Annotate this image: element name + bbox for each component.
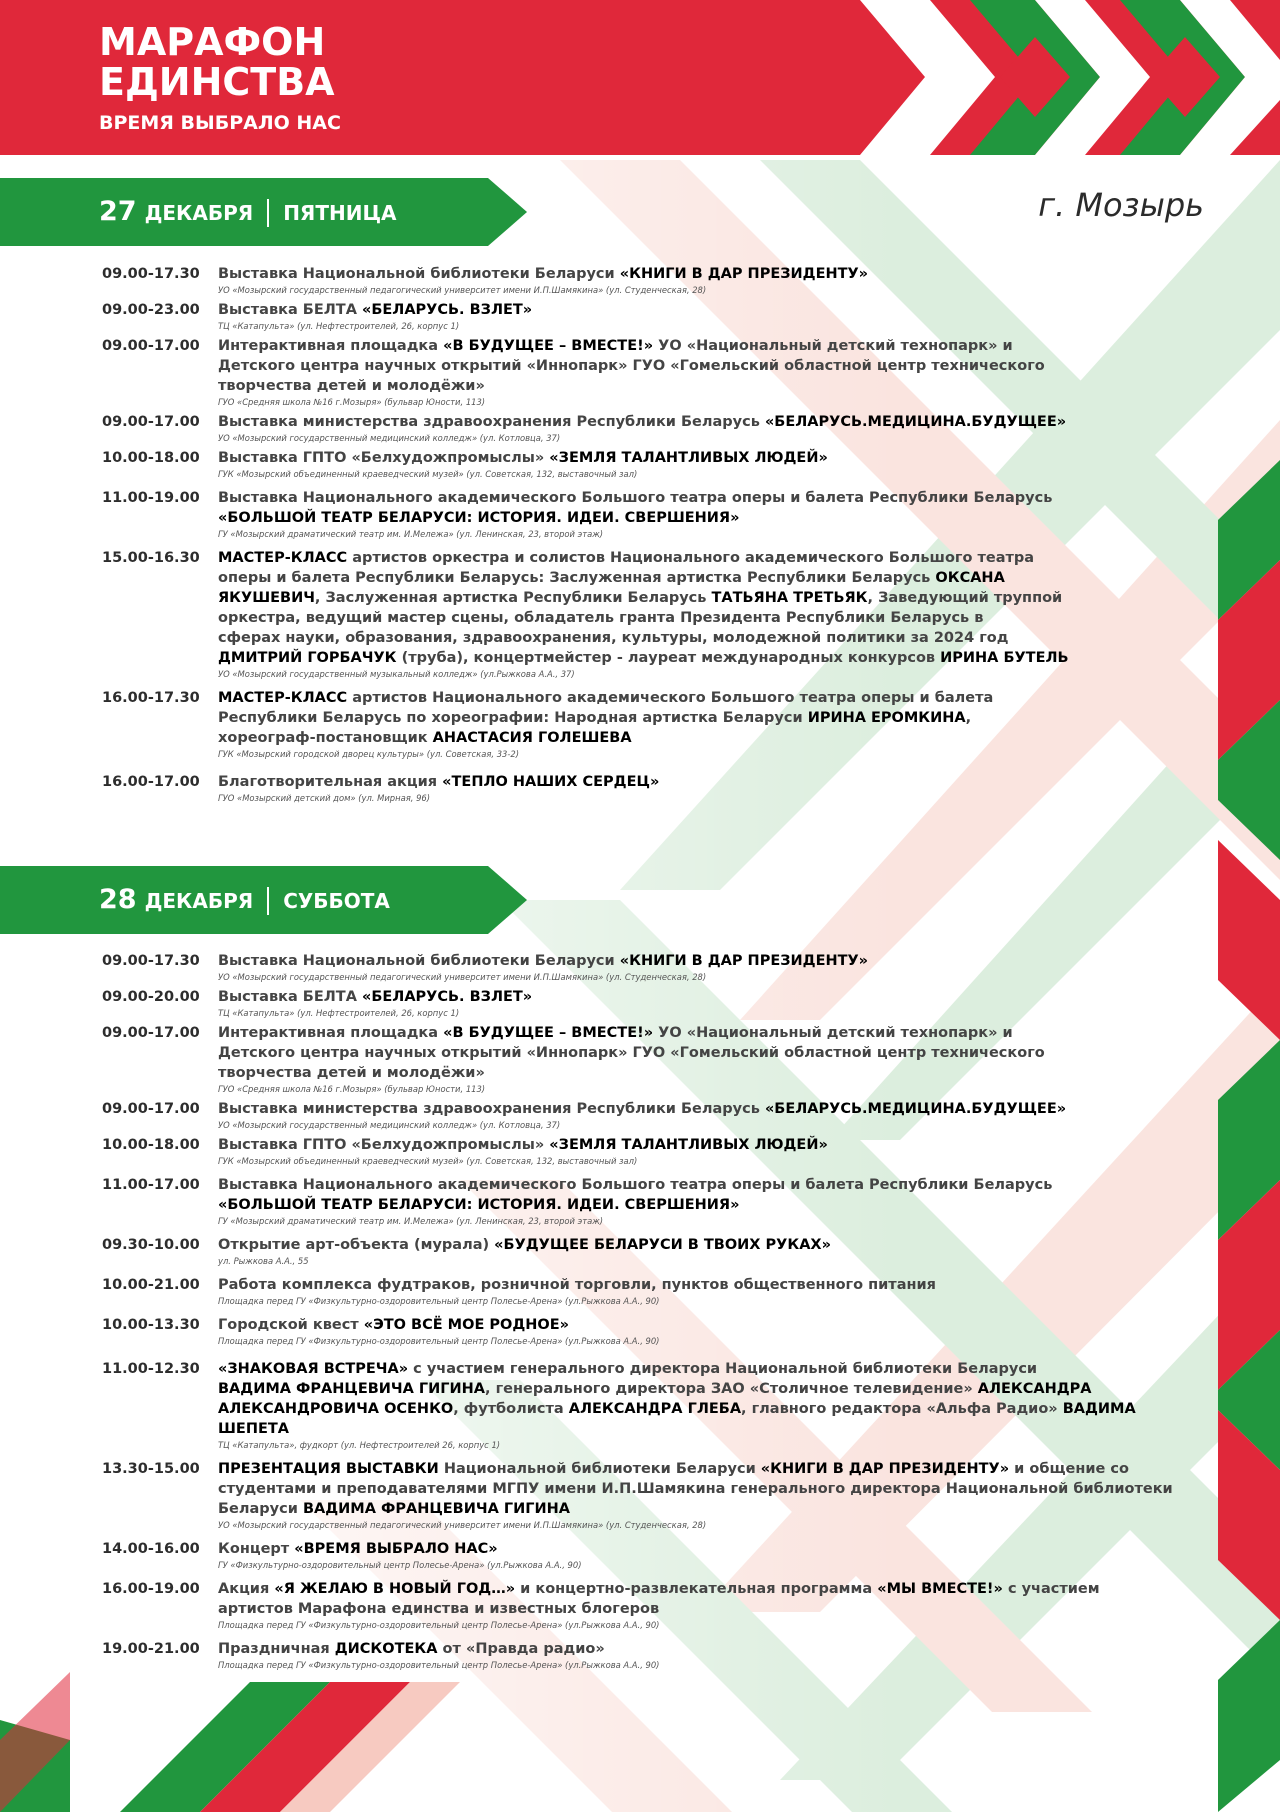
event-venue: ГУО «Средняя школа №16 г.Мозыря» (бульвар Юности, 113) (218, 397, 486, 407)
event-text: Выставка Национальной библиотеки Беларуси (218, 266, 620, 282)
event-description (218, 1099, 1192, 1119)
event-highlight: ВАДИМА ФРАНЦЕВИЧА ГИГИНА (302, 1501, 570, 1517)
event-highlight: ВАДИМА ФРАНЦЕВИЧА ГИГИНА (218, 1381, 486, 1397)
event-body (218, 1175, 1192, 1227)
event-text: артистов Марафона единства и известных блогеров (218, 1601, 660, 1617)
event-highlight: «КНИГИ В ДАР ПРЕЗИДЕНТУ» (760, 1461, 1010, 1477)
event-row (102, 264, 1192, 296)
event-description (218, 987, 1192, 1007)
event-text: , главного редактора «Альфа Радио» (741, 1401, 1063, 1417)
event-text: с участием генерального директора Национальной библиотеки Беларуси (408, 1361, 1038, 1377)
event-text: , (965, 710, 972, 726)
event-text: Интерактивная площадка (218, 338, 444, 354)
event-text: студентами и преподавателями МГПУ имени И.П.Шамякина генерального директора Национальной библиотеки (218, 1481, 1173, 1497)
event-highlight: АЛЕКСАНДРА (977, 1381, 1092, 1397)
event-description (218, 412, 1192, 432)
event-highlight: «ТЕПЛО НАШИХ СЕРДЕЦ» (442, 774, 660, 790)
event-body (218, 1275, 1192, 1307)
event-description (218, 1579, 1192, 1619)
event-highlight: «БЕЛАРУСЬ. ВЗЛЕТ» (361, 989, 533, 1005)
event-text: , футболиста (453, 1401, 569, 1417)
day-date: 28 (99, 884, 137, 915)
event-row (102, 1235, 1192, 1267)
event-text: творчества детей и молодёжи» (218, 1065, 485, 1081)
event-time: 10.00-18.00 (102, 1137, 200, 1153)
event-row (102, 1275, 1192, 1307)
city-label: г. Мозырь (1038, 186, 1204, 224)
event-highlight: «Я ЖЕЛАЮ В НОВЫЙ ГОД…» (274, 1581, 516, 1597)
event-venue: ГУ «Мозырский драматический театр им. И.Мележа» (ул. Ленинская, 23, второй этаж) (218, 529, 604, 539)
event-text: Выставка Национального академического Большого театра оперы и балета Республики Беларусь (218, 490, 1053, 506)
event-time: 09.00-17.30 (102, 953, 200, 969)
event-row (102, 1579, 1192, 1631)
event-body (218, 1023, 1192, 1095)
event-venue: УО «Мозырский государственный педагогический университет имени И.П.Шамякина» (ул. Студенческая, 28) (218, 972, 707, 982)
event-body (218, 1459, 1192, 1531)
event-description (218, 772, 1192, 792)
event-body (218, 1639, 1192, 1671)
event-description (218, 264, 1192, 284)
event-row (102, 688, 1192, 760)
event-venue: ГУ «Мозырский драматический театр им. И.Мележа» (ул. Ленинская, 23, второй этаж) (218, 1216, 604, 1226)
event-description (218, 1639, 1192, 1659)
day-separator (267, 887, 269, 915)
event-description (218, 1023, 1192, 1083)
event-time: 10.00-18.00 (102, 450, 200, 466)
event-text: Открытие арт-объекта (мурала) (218, 1237, 495, 1253)
event-description (218, 548, 1192, 668)
event-venue: ГУО «Средняя школа №16 г.Мозыря» (бульвар Юности, 113) (218, 1084, 486, 1094)
event-description (218, 300, 1192, 320)
header-woven-pattern (820, 0, 1280, 155)
event-venue: ГУК «Мозырский городской дворец культуры» (ул. Советская, 33-2) (218, 749, 519, 759)
event-description (218, 488, 1192, 528)
event-highlight: ЯКУШЕВИЧ (218, 590, 315, 606)
event-text: артистов оркестра и солистов Национального академического Большого театра (347, 550, 1035, 566)
event-highlight: «БОЛЬШОЙ ТЕАТР БЕЛАРУСИ: ИСТОРИЯ. ИДЕИ. СВЕРШЕНИЯ» (218, 1197, 740, 1213)
event-highlight: «В БУДУЩЕЕ – ВМЕСТЕ!» (443, 1025, 654, 1041)
day-header-text (99, 178, 396, 246)
event-body (218, 772, 1192, 804)
event-highlight: ИРИНА БУТЕЛЬ (940, 650, 1069, 666)
event-time: 09.00-17.00 (102, 1101, 200, 1117)
event-text: от «Правда радио» (437, 1641, 605, 1657)
event-body (218, 1315, 1192, 1347)
event-time: 10.00-13.30 (102, 1317, 200, 1333)
event-body (218, 1099, 1192, 1131)
event-highlight: «ЗЕМЛЯ ТАЛАНТЛИВЫХ ЛЮДЕЙ» (549, 1137, 828, 1153)
event-text: и концертно-развлекательная программа (515, 1581, 878, 1597)
day-separator (267, 199, 269, 227)
event-highlight: АНАСТАСИЯ ГОЛЕШЕВА (432, 730, 632, 746)
event-time: 16.00-19.00 (102, 1581, 200, 1597)
event-text: Выставка ГПТО «Белхудожпромыслы» (218, 1137, 550, 1153)
day-weekday: ПЯТНИЦА (283, 201, 397, 225)
event-venue: ГУК «Мозырский объединенный краеведческий музей» (ул. Советская, 132, выставочный зал) (218, 469, 638, 479)
event-venue: УО «Мозырский государственный медицинский колледж» (ул. Котловца, 37) (218, 1120, 561, 1130)
event-row (102, 1099, 1192, 1131)
day-header-1 (0, 866, 527, 934)
event-row (102, 1135, 1192, 1167)
event-highlight: «БОЛЬШОЙ ТЕАТР БЕЛАРУСИ: ИСТОРИЯ. ИДЕИ. СВЕРШЕНИЯ» (218, 510, 740, 526)
event-body (218, 336, 1192, 408)
event-venue: Площадка перед ГУ «Физкультурно-оздоровительный центр Полесье-Арена» (ул.Рыжкова А.А., 90) (218, 1296, 660, 1306)
event-text: сферах науки, образования, здравоохранения, культуры, молодежной политики за 2024 год (218, 630, 1009, 646)
brand-subtitle: ВРЕМЯ ВЫБРАЛО НАС (99, 112, 341, 134)
event-body (218, 300, 1192, 332)
event-text: Детского центра научных открытий «Иннопарк» ГУО «Гомельский областной центр технического (218, 358, 1045, 374)
header-banner (0, 0, 1280, 155)
event-row (102, 412, 1192, 444)
event-text: и общение со (1009, 1461, 1129, 1477)
event-time: 11.00-19.00 (102, 490, 200, 506)
event-highlight: «ВРЕМЯ ВЫБРАЛО НАС» (294, 1541, 498, 1557)
brand-title-line1: МАРАФОН (99, 20, 326, 64)
event-body (218, 548, 1192, 680)
event-time: 16.00-17.00 (102, 774, 200, 790)
event-text: Праздничная (218, 1641, 335, 1657)
event-time: 09.30-10.00 (102, 1237, 200, 1253)
event-row (102, 1639, 1192, 1671)
event-text: Беларуси (218, 1501, 303, 1517)
brand-logo (99, 22, 341, 134)
event-text: Работа комплекса фудтраков, розничной торговли, пунктов общественного питания (218, 1277, 936, 1293)
event-highlight: «МЫ ВМЕСТЕ!» (877, 1581, 1003, 1597)
event-text: УО «Национальный детский технопарк» и (653, 338, 1013, 354)
event-text: оркестра, ведущий мастер сцены, обладатель гранта Президента Республики Беларусь в (218, 610, 984, 626)
event-description (218, 336, 1192, 396)
event-row (102, 1175, 1192, 1227)
event-text: Детского центра научных открытий «Иннопарк» ГУО «Гомельский областной центр технического (218, 1045, 1045, 1061)
event-body (218, 951, 1192, 983)
event-venue: ТЦ «Катапульта» (ул. Нефтестроителей, 26, корпус 1) (218, 1008, 460, 1018)
event-text: , Заслуженная артистка Республики Беларусь (314, 590, 712, 606)
event-body (218, 1579, 1192, 1631)
event-description (218, 1235, 1192, 1255)
event-highlight: «В БУДУЩЕЕ – ВМЕСТЕ!» (443, 338, 654, 354)
event-venue: УО «Мозырский государственный музыкальный колледж» (ул.Рыжкова А.А., 37) (218, 669, 575, 679)
event-time: 11.00-12.30 (102, 1361, 200, 1377)
event-text: артистов Национального академического Большого театра оперы и балета (347, 690, 994, 706)
event-row (102, 1359, 1192, 1451)
event-time: 15.00-16.30 (102, 550, 200, 566)
event-highlight: «КНИГИ В ДАР ПРЕЗИДЕНТУ» (619, 266, 869, 282)
event-text: Выставка Национального академического Большого театра оперы и балета Республики Беларусь (218, 1177, 1053, 1193)
event-highlight: ИРИНА ЕРОМКИНА (807, 710, 966, 726)
event-venue: ГУО «Мозырский детский дом» (ул. Мирная, 96) (218, 793, 431, 803)
event-text: УО «Национальный детский технопарк» и (653, 1025, 1013, 1041)
event-time: 11.00-17.00 (102, 1177, 200, 1193)
event-description (218, 1135, 1192, 1155)
event-row (102, 1023, 1192, 1095)
event-venue: Площадка перед ГУ «Физкультурно-оздоровительный центр Полесье-Арена» (ул.Рыжкова А.А., 90) (218, 1620, 660, 1630)
events-list-day1 (102, 264, 1192, 810)
event-time: 09.00-17.00 (102, 414, 200, 430)
event-text: Национальной библиотеки Беларуси (438, 1461, 761, 1477)
event-time: 14.00-16.00 (102, 1541, 200, 1557)
event-time: 09.00-17.30 (102, 266, 200, 282)
event-row (102, 488, 1192, 540)
event-text: Благотворительная акция (218, 774, 443, 790)
event-highlight: АЛЕКСАНДРОВИЧА ОСЕНКО (218, 1401, 454, 1417)
event-time: 09.00-17.00 (102, 1025, 200, 1041)
event-venue: ТЦ «Катапульта», фудкорт (ул. Нефтестроителей 26, корпус 1) (218, 1440, 501, 1450)
event-highlight: МАСТЕР-КЛАСС (218, 690, 348, 706)
event-description (218, 1459, 1192, 1519)
event-time: 19.00-21.00 (102, 1641, 200, 1657)
event-body (218, 448, 1192, 480)
event-row (102, 548, 1192, 680)
event-time: 09.00-23.00 (102, 302, 200, 318)
event-time: 13.30-15.00 (102, 1461, 200, 1477)
event-row (102, 1459, 1192, 1531)
day-month: ДЕКАБРЯ (144, 889, 254, 913)
event-venue: УО «Мозырский государственный педагогический университет имени И.П.Шамякина» (ул. Студенческая, 28) (218, 1520, 707, 1530)
event-row (102, 987, 1192, 1019)
event-text: Выставка Национальной библиотеки Беларуси (218, 953, 620, 969)
event-description (218, 1539, 1192, 1559)
event-text: , Заведующий труппой (867, 590, 1063, 606)
event-highlight: ДМИТРИЙ ГОРБАЧУК (218, 650, 397, 666)
event-highlight: «БЕЛАРУСЬ.МЕДИЦИНА.БУДУЩЕЕ» (764, 414, 1067, 430)
event-highlight: ТАТЬЯНА ТРЕТЬЯК (711, 590, 868, 606)
event-body (218, 264, 1192, 296)
event-highlight: МАСТЕР-КЛАСС (218, 550, 348, 566)
event-description (218, 1275, 1192, 1295)
day-weekday: СУББОТА (283, 889, 390, 913)
event-body (218, 1359, 1192, 1451)
event-body (218, 412, 1192, 444)
day-date: 27 (99, 196, 137, 227)
event-venue: УО «Мозырский государственный педагогический университет имени И.П.Шамякина» (ул. Студенческая, 28) (218, 285, 707, 295)
event-row (102, 336, 1192, 408)
event-time: 16.00-17.30 (102, 690, 200, 706)
events-list-day2 (102, 951, 1192, 1677)
event-highlight: «ЗНАКОВАЯ ВСТРЕЧА» (218, 1361, 409, 1377)
event-text: Городской квест (218, 1317, 364, 1333)
event-highlight: «БУДУЩЕЕ БЕЛАРУСИ В ТВОИХ РУКАХ» (494, 1237, 831, 1253)
event-text: творчества детей и молодёжи» (218, 378, 485, 394)
event-row (102, 951, 1192, 983)
event-venue: ул. Рыжкова А.А., 55 (218, 1256, 309, 1266)
event-body (218, 488, 1192, 540)
event-text: Выставка БЕЛТА (218, 302, 362, 318)
event-text: с участием (1002, 1581, 1100, 1597)
event-text: Республики Беларусь по хореографии: Народная артистка Беларуси (218, 710, 808, 726)
event-text: Выставка министерства здравоохранения Республики Беларусь (218, 1101, 765, 1117)
event-body (218, 1135, 1192, 1167)
event-text: Выставка БЕЛТА (218, 989, 362, 1005)
brand-title-line2: ЕДИНСТВА (99, 60, 335, 104)
event-text: Концерт (218, 1541, 295, 1557)
day-header-text (99, 866, 390, 934)
event-highlight: ПРЕЗЕНТАЦИЯ ВЫСТАВКИ (218, 1461, 439, 1477)
event-venue: ТЦ «Катапульта» (ул. Нефтестроителей, 26, корпус 1) (218, 321, 460, 331)
event-highlight: ДИСКОТЕКА (334, 1641, 438, 1657)
event-text: оперы и балета Республики Беларусь: Заслуженная артистка Республики Беларусь (218, 570, 936, 586)
event-time: 09.00-17.00 (102, 338, 200, 354)
event-text: Акция (218, 1581, 275, 1597)
event-text: Интерактивная площадка (218, 1025, 444, 1041)
event-text: , генерального директора ЗАО «Столичное телевидение» (485, 1381, 978, 1397)
event-row (102, 1539, 1192, 1571)
event-text: Выставка министерства здравоохранения Республики Беларусь (218, 414, 765, 430)
event-text: Выставка ГПТО «Белхудожпромыслы» (218, 450, 550, 466)
event-venue: Площадка перед ГУ «Физкультурно-оздоровительный центр Полесье-Арена» (ул.Рыжкова А.А., 90) (218, 1336, 660, 1346)
event-text: (труба), концертмейстер - лауреат международных конкурсов (396, 650, 941, 666)
event-venue: ГУК «Мозырский объединенный краеведческий музей» (ул. Советская, 132, выставочный зал) (218, 1156, 638, 1166)
event-description (218, 688, 1192, 748)
event-description (218, 1175, 1192, 1215)
event-highlight: «ЭТО ВСЁ МОЕ РОДНОЕ» (363, 1317, 569, 1333)
event-text: хореограф-постановщик (218, 730, 433, 746)
day-header-0 (0, 178, 527, 246)
event-row (102, 448, 1192, 480)
event-body (218, 1539, 1192, 1571)
event-body (218, 1235, 1192, 1267)
event-description (218, 1315, 1192, 1335)
event-description (218, 448, 1192, 468)
event-highlight: АЛЕКСАНДРА ГЛЕБА (568, 1401, 742, 1417)
event-venue: Площадка перед ГУ «Физкультурно-оздоровительный центр Полесье-Арена» (ул.Рыжкова А.А., 90) (218, 1660, 660, 1670)
event-time: 10.00-21.00 (102, 1277, 200, 1293)
event-body (218, 987, 1192, 1019)
event-highlight: «ЗЕМЛЯ ТАЛАНТЛИВЫХ ЛЮДЕЙ» (549, 450, 828, 466)
event-highlight: «КНИГИ В ДАР ПРЕЗИДЕНТУ» (619, 953, 869, 969)
event-time: 09.00-20.00 (102, 989, 200, 1005)
event-row (102, 300, 1192, 332)
event-highlight: ВАДИМА ШЕПЕТА (218, 1401, 1136, 1437)
event-row (102, 1315, 1192, 1347)
event-highlight: «БЕЛАРУСЬ. ВЗЛЕТ» (361, 302, 533, 318)
event-row (102, 772, 1192, 804)
event-description (218, 951, 1192, 971)
event-body (218, 688, 1192, 760)
day-month: ДЕКАБРЯ (144, 201, 254, 225)
event-highlight: ОКСАНА (935, 570, 1005, 586)
event-venue: ГУ «Физкультурно-оздоровительный центр Полесье-Арена» (ул.Рыжкова А.А., 90) (218, 1560, 582, 1570)
event-highlight: «БЕЛАРУСЬ.МЕДИЦИНА.БУДУЩЕЕ» (764, 1101, 1067, 1117)
event-description (218, 1359, 1192, 1439)
event-venue: УО «Мозырский государственный медицинский колледж» (ул. Котловца, 37) (218, 433, 561, 443)
